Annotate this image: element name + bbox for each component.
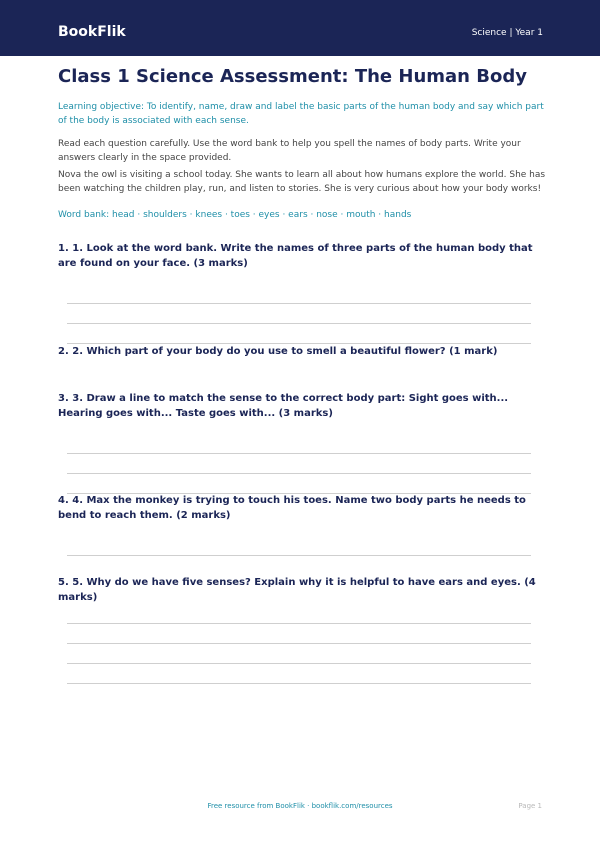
- answer-line[interactable]: [67, 303, 531, 304]
- page-header: [0, 0, 600, 56]
- story-text: Nova the owl is visiting a school today. She wants to learn all about how humans explore the world. She has been watching the children play, run, and listen to stories. She is very curious about how your body works!: [58, 170, 546, 194]
- answer-line[interactable]: [67, 643, 531, 644]
- question-2: 2. 2. Which part of your body do you use to smell a beautiful flower? (1 mark): [58, 346, 498, 357]
- word-bank: Word bank: head · shoulders · knees · toes · eyes · ears · nose · mouth · hands: [58, 210, 412, 220]
- question-3: 3. 3. Draw a line to match the sense to the correct body part: Sight goes with... Hearing goes with... Taste goes with... (3 marks): [58, 393, 509, 419]
- learning-objective: Learning objective: To identify, name, draw and label the basic parts of the human body and say which part of the body is associated with each sense.: [58, 102, 544, 126]
- answer-line[interactable]: [67, 473, 531, 474]
- question-5: 5. 5. Why do we have five senses? Explain why it is helpful to have ears and eyes. (4 marks): [58, 577, 536, 603]
- footer-source: Free resource from BookFlik · bookflik.com/resources: [207, 802, 393, 810]
- brand-logo: BookFlik: [58, 24, 126, 40]
- question-1: 1. 1. Look at the word bank. Write the names of three parts of the human body that are found on your face. (3 marks): [58, 243, 533, 269]
- answer-line[interactable]: [67, 323, 531, 324]
- answer-line[interactable]: [67, 623, 531, 624]
- answer-line[interactable]: [67, 453, 531, 454]
- answer-line[interactable]: [67, 663, 531, 664]
- answer-line[interactable]: [67, 683, 531, 684]
- question-4: 4. 4. Max the monkey is trying to touch his toes. Name two body parts he needs to bend to reach them. (2 marks): [58, 495, 526, 521]
- subject-year-label: Science | Year 1: [471, 28, 543, 38]
- page-number: Page 1: [518, 802, 542, 810]
- answer-line[interactable]: [67, 555, 531, 556]
- page-title: Class 1 Science Assessment: The Human Body: [58, 66, 527, 87]
- instructions-text: Read each question carefully. Use the word bank to help you spell the names of body parts. Write your answers clearly in the space provided.: [58, 139, 521, 163]
